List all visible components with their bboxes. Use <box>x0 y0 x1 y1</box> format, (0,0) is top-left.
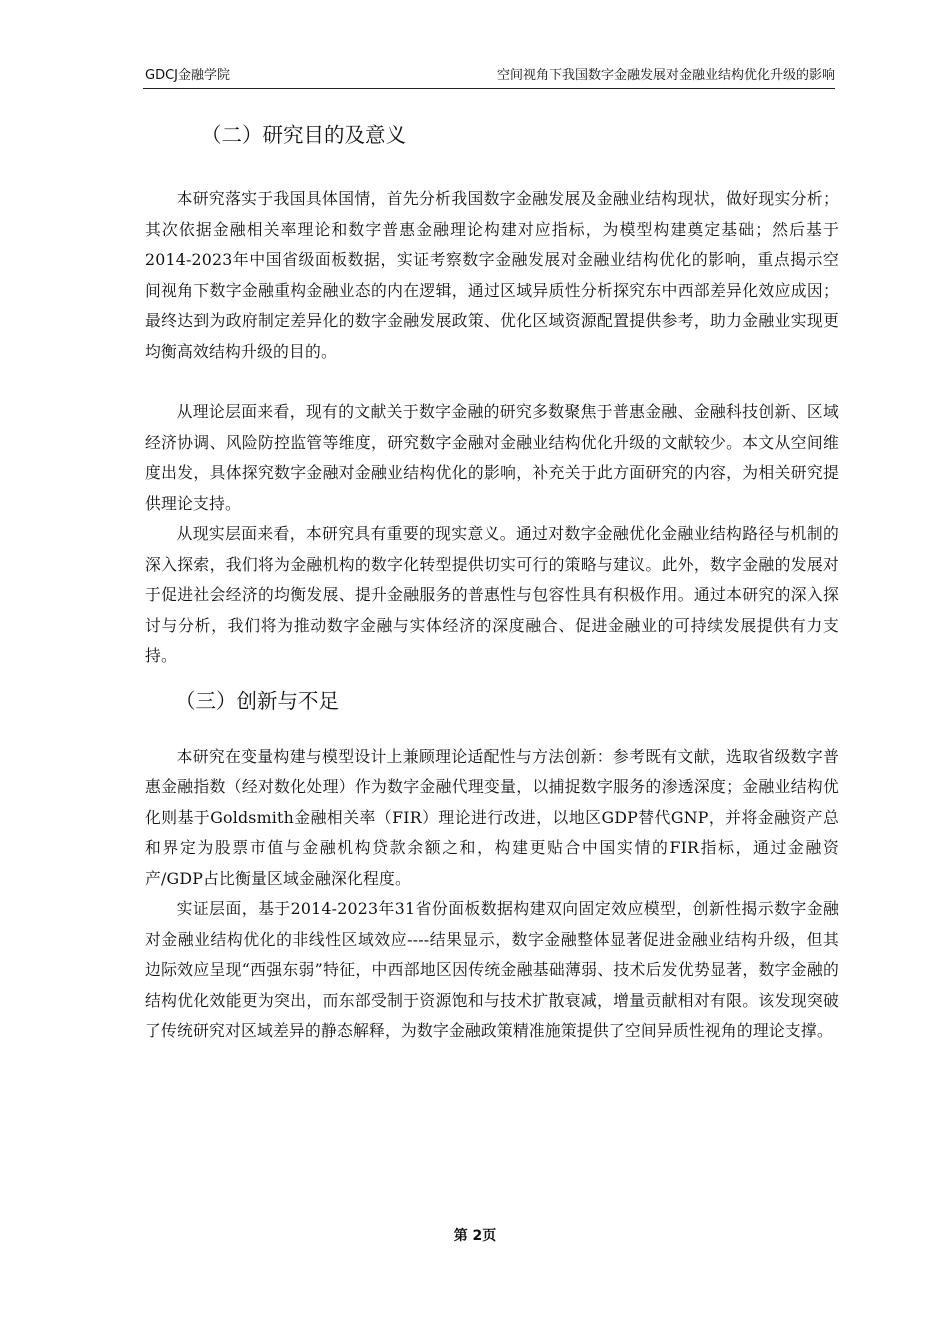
page-content <box>145 112 839 1047</box>
section-title-innovation: （三）创新与不足 <box>175 688 339 713</box>
purpose-paragraph-1: 本研究落实于我国具体国情，首先分析我国数字金融发展及金融业结构现状，做好现实分析；其次依据金融相关率理论和数字普惠金融理论构建对应指标，为模型构建奠定基础；然后基于2014-2023年中国省级面板数据，实证考察数字金融发展对金融业结构优化的影响，重点揭示空间视角下数字金融重构金融业态的内在逻辑，通过区域异质性分析探究东中西部差异化效应成因；最终达到为政府制定差异化的数字金融发展政策、优化区域资源配置提供参考，助力金融业实现更均衡高效结构升级的目的。 <box>145 189 839 361</box>
purpose-paragraph-2: 从理论层面来看，现有的文献关于数字金融的研究多数聚焦于普惠金融、金融科技创新、区域经济协调、风险防控监管等维度，研究数字金融对金融业结构优化升级的文献较少。本文从空间维度出发，具体探究数字金融对金融业结构优化的影响，补充关于此方面研究的内容，为相关研究提供理论支持。 <box>145 402 839 513</box>
page-number: 第 2页 <box>453 1228 497 1244</box>
header-paper-title: 空间视角下我国数字金融发展对金融业结构优化升级的影响 <box>496 68 835 83</box>
running-header <box>143 64 835 89</box>
purpose-paragraph-3: 从现实层面来看，本研究具有重要的现实意义。通过对数字金融优化金融业结构路径与机制的深入探索，我们将为金融机构的数字化转型提供切实可行的策略与建议。此外，数字金融的发展对于促进社会经济的均衡发展、提升金融服务的普惠性与包容性具有积极作用。通过本研究的深入探讨与分析，我们将为推动数字金融与实体经济的深度融合、促进金融业的可持续发展提供有力支持。 <box>145 524 839 665</box>
header-institution: GDCJ金融学院 <box>145 68 230 83</box>
innovation-paragraph-1: 本研究在变量构建与模型设计上兼顾理论适配性与方法创新：参考既有文献，选取省级数字普惠金融指数（经对数化处理）作为数字金融代理变量，以捕捉数字服务的渗透深度；金融业结构优化则基于Goldsmith金融相关率（FIR）理论进行改进，以地区GDP替代GNP，并将金融资产总和界定为股票市值与金融机构贷款余额之和，构建更贴合中国实情的FIR指标，通过金融资产/GDP占比衡量区域金融深化程度。 <box>145 746 839 888</box>
section-title-purpose: （二）研究目的及意义 <box>201 123 406 147</box>
innovation-paragraph-2: 实证层面，基于2014-2023年31省份面板数据构建双向固定效应模型，创新性揭示数字金融对金融业结构优化的非线性区域效应----结果显示，数字金融整体显著促进金融业结构升级，但其边际效应呈现“西强东弱”特征，中西部地区因传统金融基础薄弱、技术后发优势显著，数字金融的结构优化效能更为突出，而东部受制于资源饱和与技术扩散衰减，增量贡献相对有限。该发现突破了传统研究对区域差异的静态解释，为数字金融政策精准施策提供了空间异质性视角的理论支撑。 <box>145 899 839 1040</box>
